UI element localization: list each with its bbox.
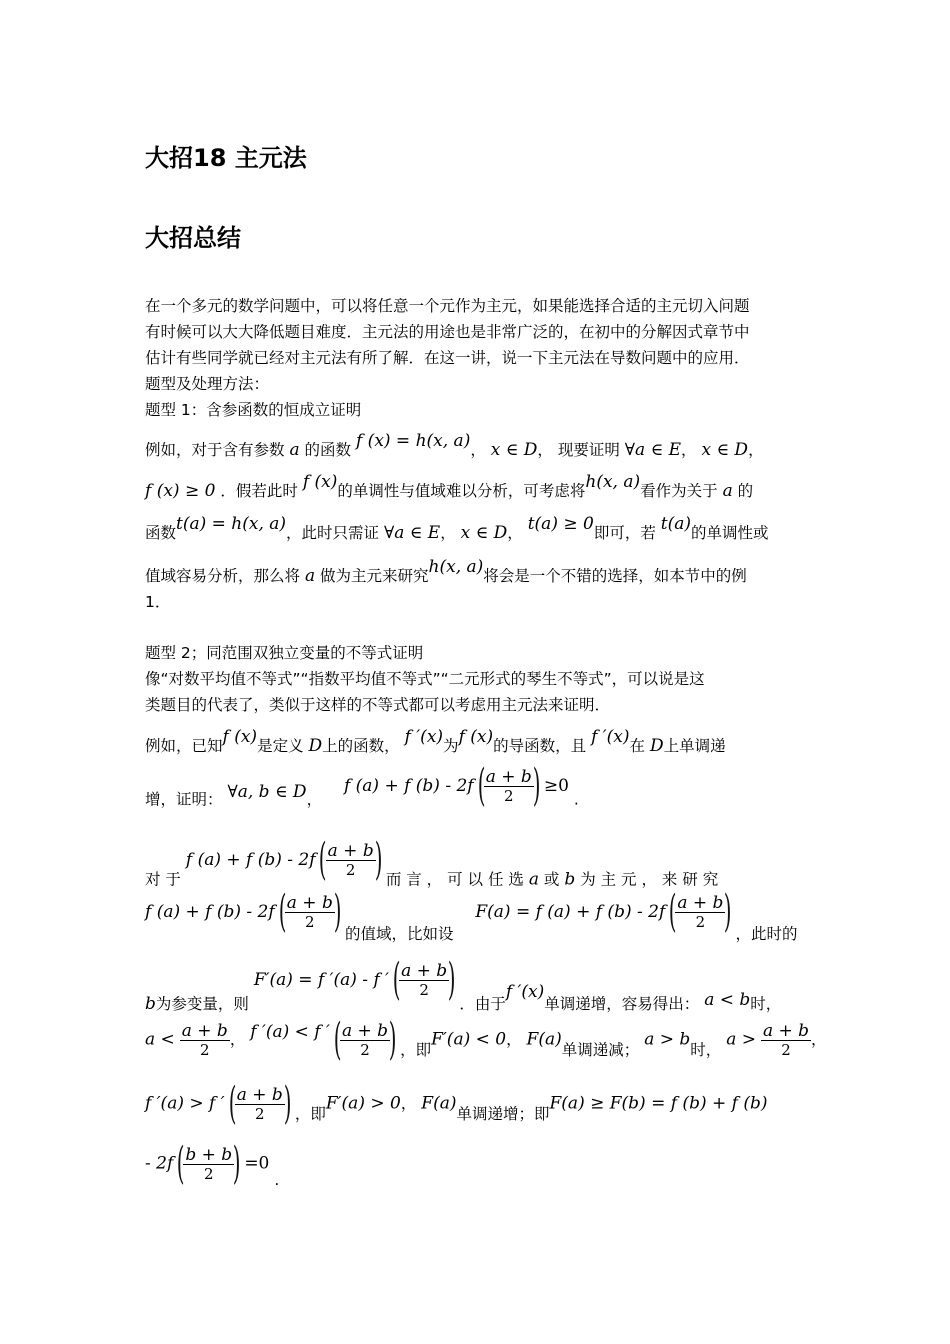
type2-para-5: f ′(a) > f ′ ( $\frac{a + b}{2}$ ) ，即F′(a) > 0， F(a)单调递增；即F(a) ≥ F(b) = f (b) + f (b): [145, 1078, 768, 1129]
math-forall-a-E: ∀a ∈ E: [624, 440, 681, 460]
math-x-in-D: x ∈ D: [490, 440, 538, 460]
math-fx-ge0: f (x) ≥ 0: [145, 481, 216, 501]
type2-para-6: - 2f ( $\frac{b + b}{2}$ ) =0 .: [145, 1138, 280, 1189]
intro-line-4: 题型及处理方法：: [145, 375, 270, 393]
type2-example-2: 增，证明： ∀a, b ∈ D， f (a) + f (b) - 2f ( $\frac{a + b}{2}$ ) ≥0 .: [145, 760, 579, 811]
type2-para-3: b为参变量，则 F′(a) = f ′(a) - f ′ ( $\frac{a + b}{2}$ ) ．由于f ′(x)单调递增，容易得出： a < b时，: [145, 954, 782, 1014]
type2-line-1: 像“对数平均值不等式”“指数平均值不等式”“二元形式的琴生不等式”，可以说是这: [145, 670, 705, 688]
page-title: 大招18 主元法: [145, 144, 307, 172]
math-fx-eq-hxa: f (x) = h(x, a): [355, 431, 471, 451]
type2-line-2: 类题目的代表了，类似于这样的不等式都可以考虑用主元法来证明．: [145, 696, 611, 714]
type1-line-3: 函数t(a) = h(x, a)，此时只需证 ∀a ∈ E， x ∈ D， t(a) ≥ 0即可，若 t(a)的单调性或: [145, 514, 769, 543]
type1-line-2: f (x) ≥ 0 ．假若此时 f (x)的单调性与值域难以分析，可考虑将h(x, a)看作为关于 a 的: [145, 472, 754, 501]
type2-heading: 题型 2；同范围双独立变量的不等式证明: [145, 644, 424, 662]
type1-line-1: 例如，对于含有参数 a 的函数 f (x) = h(x, a)， x ∈ D， 现要证明 ∀a ∈ E， x ∈ D，: [145, 431, 764, 460]
section-title: 大招总结: [145, 224, 241, 252]
type2-para-1: 对 于 f (a) + f (b) - 2f ( $\frac{a + b}{2}$ ) 而 言 ， 可 以 任 选 a 或 b 为 主 元 ， 来 研 究: [145, 834, 719, 890]
intro-line-2: 有时候可以大大降低题目难度．主元法的用途也是非常广泛的，在初中的分解因式章节中: [145, 323, 750, 341]
type2-para-4: a < $\frac{a + b}{2}$ ， f ′(a) < f ′ ( $\frac{a + b}{2}$ ) ，即F′(a) < 0， F(a)单调递减； a > b时， a > $\frac{a + b}{2}$ ，: [145, 1014, 827, 1065]
type2-example-1: 例如，已知f (x)是定义 D上的函数， f ′(x)为f (x)的导函数，且 f ′(x)在 D上单调递: [145, 727, 726, 756]
type1-line-5: 1．: [145, 593, 171, 611]
type2-para-2: f (a) + f (b) - 2f ( $\frac{a + b}{2}$ ) 的值域，比如设 F(a) = f (a) + f (b) - 2f ( $\frac{a + b}{2}$ ) ，此时的: [145, 886, 798, 943]
intro-line-3: 估计有些同学就已经对主元法有所了解．在这一讲，说一下主元法在导数问题中的应用．: [145, 349, 750, 367]
math-inequality-1: f (a) + f (b) - 2f ( $\frac{a + b}{2}$ ) ≥0: [343, 760, 569, 811]
intro-line-1: 在一个多元的数学问题中，可以将任意一个元作为主元，如果能选择合适的主元切入问题: [145, 297, 750, 315]
type1-heading: 题型 1：含参函数的恒成立证明: [145, 401, 362, 419]
type1-line-4: 值域容易分析，那么将 a 做为主元来研究h(x, a)将会是一个不错的选择，如本节中的例: [145, 557, 747, 586]
